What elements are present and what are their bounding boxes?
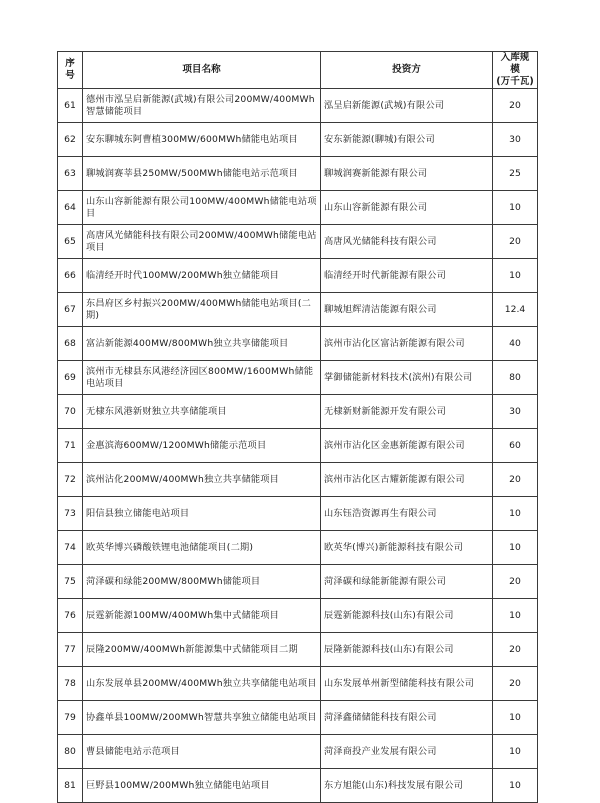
investor-cell: 山东钰浩资源再生有限公司 <box>321 497 493 531</box>
row-index-cell: 66 <box>58 259 83 293</box>
table-row <box>58 157 538 191</box>
header-index: 序号 <box>58 52 83 89</box>
project-name-cell: 巨野县100MW/200MWh独立储能电站项目 <box>83 769 321 803</box>
project-name-cell: 安东聊城东阿曹植300MW/600MWh储能电站项目 <box>83 123 321 157</box>
capacity-cell: 10 <box>493 531 538 565</box>
capacity-cell: 30 <box>493 395 538 429</box>
header-capacity-line2: (万千瓦) <box>496 76 534 87</box>
project-name-cell: 滨州市无棣县东风港经济园区800MW/1600MWh储能电站项目 <box>83 361 321 395</box>
project-name-cell: 东昌府区乡村振兴200MW/400MWh储能电站项目(二期) <box>83 293 321 327</box>
investor-cell: 安东新能源(聊城)有限公司 <box>321 123 493 157</box>
project-name-cell: 德州市泓呈启新能源(武城)有限公司200MW/400MWh智慧储能项目 <box>83 89 321 123</box>
capacity-cell: 20 <box>493 667 538 701</box>
capacity-cell: 10 <box>493 735 538 769</box>
header-capacity-line1: 入库规模 <box>500 52 530 75</box>
capacity-cell: 20 <box>493 225 538 259</box>
table-header <box>58 52 538 89</box>
investor-cell: 无棣新财新能源开发有限公司 <box>321 395 493 429</box>
project-name-cell: 欧英华博兴磷酸铁锂电池储能项目(二期) <box>83 531 321 565</box>
row-index-cell: 71 <box>58 429 83 463</box>
row-index-cell: 76 <box>58 599 83 633</box>
investor-cell: 临清经开时代新能源有限公司 <box>321 259 493 293</box>
table-row <box>58 735 538 769</box>
investor-cell: 滨州市沾化区金惠新能源有限公司 <box>321 429 493 463</box>
row-index-cell: 77 <box>58 633 83 667</box>
investor-cell: 菏泽鑫储储能科技有限公司 <box>321 701 493 735</box>
project-name-cell: 滨州沾化200MW/400MWh独立共享储能项目 <box>83 463 321 497</box>
capacity-cell: 10 <box>493 599 538 633</box>
table-row <box>58 701 538 735</box>
capacity-cell: 60 <box>493 429 538 463</box>
header-capacity <box>493 52 538 89</box>
investor-cell: 辰霆新能源科技(山东)有限公司 <box>321 599 493 633</box>
investor-cell: 泓呈启新能源(武城)有限公司 <box>321 89 493 123</box>
row-index-cell: 81 <box>58 769 83 803</box>
project-name-cell: 菏泽碳和绿能200MW/800MWh储能项目 <box>83 565 321 599</box>
table-row <box>58 293 538 327</box>
row-index-cell: 68 <box>58 327 83 361</box>
capacity-cell: 10 <box>493 191 538 225</box>
capacity-cell: 80 <box>493 361 538 395</box>
row-index-cell: 80 <box>58 735 83 769</box>
table-row <box>58 531 538 565</box>
capacity-cell: 10 <box>493 259 538 293</box>
row-index-cell: 61 <box>58 89 83 123</box>
project-name-cell: 聊城润赛莘县250MW/500MWh储能电站示范项目 <box>83 157 321 191</box>
table-body <box>58 89 538 803</box>
investor-cell: 滨州市沾化区古耀新能源有限公司 <box>321 463 493 497</box>
row-index-cell: 72 <box>58 463 83 497</box>
row-index-cell: 70 <box>58 395 83 429</box>
table-row <box>58 327 538 361</box>
table-row <box>58 123 538 157</box>
row-index-cell: 63 <box>58 157 83 191</box>
row-index-cell: 67 <box>58 293 83 327</box>
investor-cell: 菏泽碳和绿能新能源有限公司 <box>321 565 493 599</box>
row-index-cell: 64 <box>58 191 83 225</box>
table-row <box>58 633 538 667</box>
investor-cell: 聊城润赛新能源有限公司 <box>321 157 493 191</box>
capacity-cell: 30 <box>493 123 538 157</box>
row-index-cell: 78 <box>58 667 83 701</box>
table-row <box>58 395 538 429</box>
investor-cell: 掌御储能新材料技术(滨州)有限公司 <box>321 361 493 395</box>
row-index-cell: 69 <box>58 361 83 395</box>
capacity-cell: 10 <box>493 769 538 803</box>
project-name-cell: 山东山容新能源有限公司100MW/400MWh储能电站项目 <box>83 191 321 225</box>
investor-cell: 高唐风光储能科技有限公司 <box>321 225 493 259</box>
investor-cell: 东方旭能(山东)科技发展有限公司 <box>321 769 493 803</box>
project-name-cell: 协鑫单县100MW/200MWh智慧共享独立储能电站项目 <box>83 701 321 735</box>
row-index-cell: 79 <box>58 701 83 735</box>
table-row <box>58 599 538 633</box>
capacity-cell: 10 <box>493 701 538 735</box>
capacity-cell: 20 <box>493 565 538 599</box>
investor-cell: 山东发展单州新型储能科技有限公司 <box>321 667 493 701</box>
table-row <box>58 191 538 225</box>
row-index-cell: 73 <box>58 497 83 531</box>
project-name-cell: 辰霆新能源100MW/400MWh集中式储能项目 <box>83 599 321 633</box>
table-row <box>58 89 538 123</box>
capacity-cell: 12.4 <box>493 293 538 327</box>
investor-cell: 辰隆新能源科技(山东)有限公司 <box>321 633 493 667</box>
projects-table <box>57 51 538 803</box>
table-row <box>58 565 538 599</box>
row-index-cell: 74 <box>58 531 83 565</box>
project-name-cell: 山东发展单县200MW/400MWh独立共享储能电站项目 <box>83 667 321 701</box>
header-project-name: 项目名称 <box>83 52 321 89</box>
project-name-cell: 阳信县独立储能电站项目 <box>83 497 321 531</box>
project-name-cell: 金惠滨海600MW/1200MWh储能示范项目 <box>83 429 321 463</box>
project-name-cell: 曹县储能电站示范项目 <box>83 735 321 769</box>
header-investor: 投资方 <box>321 52 493 89</box>
row-index-cell: 62 <box>58 123 83 157</box>
table-row <box>58 225 538 259</box>
table-row <box>58 497 538 531</box>
capacity-cell: 20 <box>493 633 538 667</box>
table-row <box>58 361 538 395</box>
table-row <box>58 259 538 293</box>
project-name-cell: 临清经开时代100MW/200MWh独立储能项目 <box>83 259 321 293</box>
capacity-cell: 20 <box>493 463 538 497</box>
row-index-cell: 65 <box>58 225 83 259</box>
investor-cell: 滨州市沾化区富沾新能源有限公司 <box>321 327 493 361</box>
capacity-cell: 25 <box>493 157 538 191</box>
project-name-cell: 无棣东风港新财独立共享储能项目 <box>83 395 321 429</box>
project-name-cell: 高唐风光储能科技有限公司200MW/400MWh储能电站项目 <box>83 225 321 259</box>
row-index-cell: 75 <box>58 565 83 599</box>
capacity-cell: 40 <box>493 327 538 361</box>
project-name-cell: 富沾新能源400MW/800MWh独立共享储能项目 <box>83 327 321 361</box>
table-row <box>58 769 538 803</box>
investor-cell: 菏泽商投产业发展有限公司 <box>321 735 493 769</box>
investor-cell: 山东山容新能源有限公司 <box>321 191 493 225</box>
capacity-cell: 10 <box>493 497 538 531</box>
table-row <box>58 463 538 497</box>
investor-cell: 欧英华(博兴)新能源科技有限公司 <box>321 531 493 565</box>
header-row <box>58 52 538 89</box>
table-row <box>58 667 538 701</box>
investor-cell: 聊城旭辉清洁能源有限公司 <box>321 293 493 327</box>
project-name-cell: 辰隆200MW/400MWh新能源集中式储能项目二期 <box>83 633 321 667</box>
capacity-cell: 20 <box>493 89 538 123</box>
table-row <box>58 429 538 463</box>
